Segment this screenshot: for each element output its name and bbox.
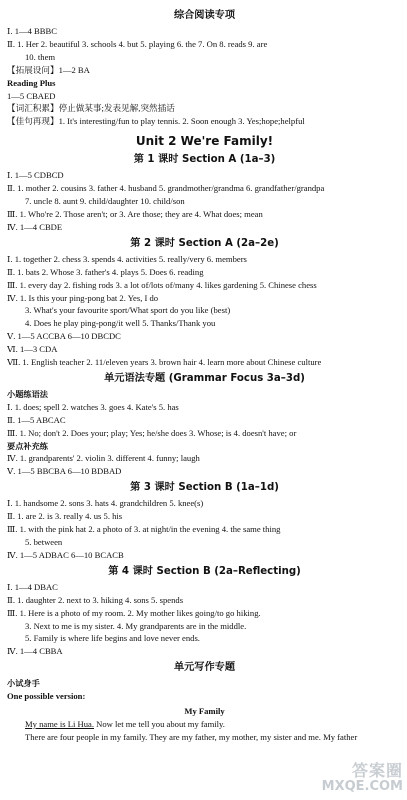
section-title: 第 4 课时 Section B (2a–Reflecting) [108, 565, 301, 577]
watermark-top-text: 答案圈 [351, 761, 403, 780]
answer-line: There are four people in my family. They are my father, my mother, my sister and me. My father [25, 731, 358, 742]
watermark-logo [311, 762, 403, 796]
answer-line: 5. between [25, 537, 63, 547]
answer-line: 【佳句再现】1. It's interesting/fun to play tennis. 2. Soon enough 3. Yes;hope;helpful [7, 116, 305, 127]
section-title: 单元语法专题 (Grammar Focus 3a–3d) [104, 372, 305, 384]
answer-line: Ⅲ. 1. No; don't 2. Does your; play; Yes; he/she does 3. Whose; is 4. doesn't have; or [7, 427, 297, 438]
section-title: 综合阅读专项 [173, 10, 236, 21]
essay-title: My Family [184, 706, 225, 717]
answer-line: 5. Family is where life begins and love never ends. [25, 633, 200, 644]
answer-line: 【拓展设问】1—2 BA [7, 64, 90, 75]
answer-line: Ⅰ. 1. handsome 2. sons 3. hats 4. grandchildren 5. knee(s) [7, 498, 204, 509]
answer-line: Ⅴ. 1—5 BBCBA 6—10 BDBAD [7, 466, 122, 477]
subsection-label: 小题练语法 [7, 388, 48, 399]
answer-line: Ⅲ. 1. Here is a photo of my room. 2. My mother likes going/to go hiking. [7, 607, 261, 618]
answer-line: Ⅰ. 1—5 CDBCD [7, 170, 64, 181]
answer-line: Ⅱ. 1—5 ABCAC [7, 414, 66, 425]
answer-line: Ⅲ. 1. Who're 2. Those aren't; or 3. Are those; they are 4. What does; mean [7, 208, 263, 219]
answer-line: Ⅲ. 1. with the pink hat 2. a photo of 3. at night/in the evening 4. the same thing [7, 524, 281, 535]
answer-page [7, 6, 402, 744]
essay-underlined-sentence: My name is Li Hua. [25, 718, 94, 729]
answer-line: Ⅱ. 1. mother 2. cousins 3. father 4. husband 5. grandmother/grandma 6. grandfather/grandpa [7, 183, 325, 194]
section-title: 第 1 课时 Section A (1a–3) [133, 154, 276, 166]
answer-line: Ⅱ. 1. bats 2. Whose 3. father's 4. plays 5. Does 6. reading [7, 266, 204, 277]
essay-line [7, 718, 402, 731]
subsection-label: 要点补充练 [7, 440, 48, 451]
answer-line: 1—5 CBAED [7, 90, 56, 101]
answer-line: Ⅳ. 1—4 CBBA [7, 646, 63, 657]
answer-line: Ⅰ. 1. together 2. chess 3. spends 4. activities 5. really/very 6. members [7, 253, 247, 264]
answer-line: Ⅶ. 1. English teacher 2. 11/eleven years 3. brown hair 4. learn more about Chinese culture [7, 357, 322, 368]
answer-line: Ⅳ. 1—5 ADBAC 6—10 BCACB [7, 549, 124, 560]
answer-line: One possible version: [7, 691, 86, 702]
answer-line: Reading Plus [7, 77, 56, 88]
answer-line: 4. Does he play ping-pong/it well 5. Thanks/Thank you [25, 318, 216, 329]
answer-line: Ⅱ. 1. are 2. is 3. really 4. us 5. his [7, 511, 123, 522]
answer-line: 7. uncle 8. aunt 9. child/daughter 10. child/son [25, 196, 185, 207]
answer-line: 10. them [25, 51, 56, 62]
watermark-bottom-text: MXQE.COM [321, 779, 403, 794]
answer-line: Ⅱ. 1. daughter 2. next to 3. hiking 4. sons 5. spends [7, 594, 184, 605]
answer-line: 【词汇积累】停止做某事;发表见解,突然插话 [7, 103, 175, 114]
section-title: 单元写作专题 [173, 662, 236, 674]
answer-line: Ⅵ. 1—3 CDA [7, 344, 58, 355]
answer-line: Ⅰ. 1. does; spell 2. watches 3. goes 4. Kate's 5. has [7, 401, 179, 412]
essay-rest: Now let me tell you about my family. [93, 718, 225, 729]
subsection-label: 小试身手 [7, 678, 40, 689]
answer-line: Ⅰ. 1—4 DBAC [7, 581, 58, 592]
answer-line: 3. Next to me is my sister. 4. My grandparents are in the middle. [25, 620, 247, 631]
answer-line: Ⅳ. 1. grandparents' 2. violin 3. different 4. funny; laugh [7, 453, 200, 464]
answer-line: Ⅲ. 1. every day 2. fishing rods 3. a lot of/lots of/many 4. likes gardening 5. Chinese chess [7, 279, 317, 290]
section-title: 第 2 课时 Section A (2a–2e) [130, 237, 279, 249]
section-title: 第 3 课时 Section B (1a–1d) [130, 482, 279, 494]
answer-line: Ⅴ. 1—5 ACCBA 6—10 DBCDC [7, 331, 121, 342]
answer-line: Ⅳ. 1. Is this your ping-pong bat 2. Yes, I do [7, 292, 159, 303]
answer-line: 3. What's your favourite sport/What sport do you like (best) [25, 305, 231, 316]
answer-line: Ⅳ. 1—4 CBDE [7, 221, 63, 232]
answer-line: Ⅰ. 1—4 BBBC [7, 26, 57, 36]
answer-line: Ⅱ. 1. Her 2. beautiful 3. schools 4. but 5. playing 6. the 7. On 8. reads 9. are [7, 38, 268, 49]
unit-title: Unit 2 We're Family! [135, 134, 274, 149]
